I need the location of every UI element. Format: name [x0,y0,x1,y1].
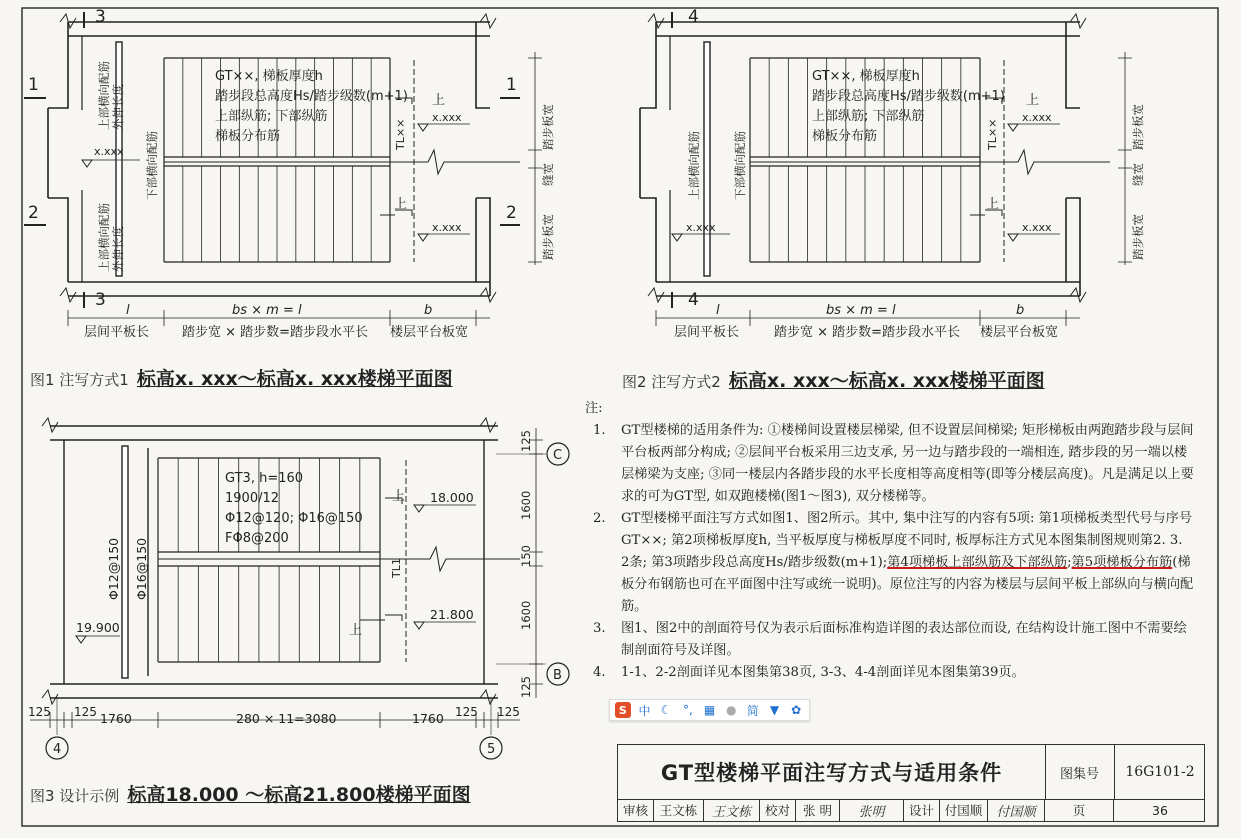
f2-rd-0: 踏步板宽 [1131,104,1145,150]
figure2-caption [622,366,1045,393]
gear-icon[interactable]: ✿ [791,703,802,717]
checker-signature: 张明 [840,799,904,821]
f2-annot-1: 踏步段总高度Hs/踏步级数(m+1) [812,89,1005,104]
f1-annot-0: GT××, 梯板厚度h [215,69,323,84]
note-number: 4. [593,665,606,680]
f2-lt-b: 下部横向配筋 [733,131,747,200]
note-item [585,508,1195,618]
f2-elev-3: x.xxx [686,221,716,234]
f1-beam: TL×× [394,118,407,150]
f3-axis-4: 4 [53,742,62,757]
figure1-caption-prefix: 图1 注写方式1 [30,371,129,389]
figure1-caption [30,364,453,391]
sogou-logo-icon[interactable]: S [615,702,631,718]
chinese-mode-button[interactable]: 中 [638,703,651,718]
f1-elev-3: x.xxx [94,145,124,158]
checker-name: 张 明 [796,799,840,821]
f2-dim-lbl-1: 踏步宽 × 踏步数=踏步段水平长 [774,325,961,340]
f1-section-2-right: 2 [506,203,517,223]
f2-section-4-bottom: 4 [688,290,699,310]
f3-annot-2: Φ12@120; Φ16@150 [225,511,363,526]
f1-dim-lbl-1: 踏步宽 × 踏步数=踏步段水平长 [182,325,369,340]
f2-elev-1: x.xxx [1022,111,1052,124]
f1-up-2: 上 [394,197,408,212]
f1-annot-2: 上部纵筋; 下部纵筋 [215,109,328,124]
f2-rd-1: 缝宽 [1131,163,1145,186]
title-block [617,744,1205,822]
f1-lm: 下部横向配筋 [145,131,159,200]
f1-up-1: 上 [432,93,446,108]
punctuation-icon[interactable]: °, [682,703,693,717]
figure3-caption [30,780,471,807]
note-text: 图1、图2中的剖面符号仅为表示后面标准构造详图的表达部位而设, 在结构设计施工图中不需要绘制剖面符号及详图。 [621,621,1187,658]
f1-section-3-bottom: 3 [95,290,106,310]
f3-elev-top: 18.000 [430,490,474,505]
note-number: 1. [593,423,606,438]
user-icon[interactable]: ● [725,703,737,717]
f1-dim-lbl-0: 层间平板长 [84,325,150,340]
f1-dim-sym-1: bs × m = l [232,303,302,318]
f2-dim-lbl-2: 楼层平台板宽 [980,325,1059,340]
f3-rd-2: 150 [519,545,533,567]
atlas-value: 16G101-2 [1125,764,1195,780]
f3-rd-0: 125 [519,430,533,452]
f2-beam: TL×× [986,118,999,150]
f3-annot-3: FΦ8@200 [225,531,289,546]
figure2-caption-prefix: 图2 注写方式2 [622,373,721,391]
page-number: 36 [1152,802,1168,818]
f3-elev-bottom: 21.800 [430,607,474,622]
f2-lt-a: 上部横向配筋 [687,131,701,200]
f2-rd-2: 踏步板宽 [1131,214,1145,260]
f1-section-2-left: 2 [28,203,39,223]
f2-dim-lbl-0: 层间平板长 [674,325,740,340]
keyboard-icon[interactable]: ▦ [703,703,716,717]
check-label: 校对 [760,799,796,821]
note-number: 2. [593,511,606,526]
simplified-button[interactable]: 简 [746,703,759,718]
f3-rd-1: 1600 [519,490,533,520]
f3-bd-1: 125 [74,705,97,719]
f3-bd-6: 125 [497,705,520,719]
designer-name: 付国顺 [940,799,988,821]
f1-annot-3: 梯板分布筋 [215,129,281,144]
design-label: 设计 [904,799,940,821]
f1-dim-lbl-2: 楼层平台板宽 [390,325,469,340]
f1-section-3-top: 3 [95,7,106,27]
f3-bar-0: Φ12@150 [106,537,121,600]
f3-axis-5: 5 [487,742,496,757]
drawing-title: GT型楼梯平面注写方式与适用条件 [618,745,1046,799]
f1-elev-2: x.xxx [432,221,462,234]
f2-up-1: 上 [1026,93,1040,108]
f1-lt-b: 外伸长度 [111,84,125,130]
note-underlined-1: 第4项梯板上部纵筋及下部纵筋 [887,555,1068,570]
figure1-plan [24,12,542,326]
note-number: 3. [593,621,606,636]
f1-section-1-right: 1 [506,75,517,95]
f3-rd-4: 125 [519,676,533,698]
f1-section-1-left: 1 [28,75,39,95]
f2-annot-3: 梯板分布筋 [812,129,878,144]
f3-bd-2: 1760 [100,711,132,726]
f1-rd-0: 踏步板宽 [541,104,555,150]
figure2-plan [640,12,1132,326]
f3-beam: TL1 [390,558,403,578]
f3-annot-0: GT3, h=160 [225,471,304,486]
f3-bd-3: 280 × 11=3080 [236,711,337,726]
shirt-icon[interactable]: ▼ [769,703,780,717]
note-text: GT型楼梯的适用条件为: ①楼梯间设置楼层梯梁, 但不设置层间梯梁; 矩形梯板由两跑踏步段与层间平台板两部分构成; ②层间平台板采用三边支承, 另一边与踏步段的一端相连, 踏步段的另一端以楼层梯梁为支座; ③同一楼层内各踏步段的水平长度相等高度相等(即等分楼层高度)。凡是满足以上要求的可为GT型, 如双跑楼梯(图1～图3), 双分楼梯等。 [621,423,1194,504]
f3-rd-3: 1600 [519,600,533,630]
note-text-b: ; [1067,555,1072,570]
figure1-caption-title: 标高x. xxx～标高x. xxx楼梯平面图 [136,368,453,390]
f1-dim-sym-2: b [424,303,433,318]
review-label: 审核 [618,799,654,821]
note-item [585,618,1195,662]
f3-bd-0: 125 [28,705,51,719]
f3-bd-5: 125 [455,705,478,719]
f1-rd-1: 缝宽 [541,163,555,186]
note-text-c: (梯板分布钢筋也可在平面图中注写或统一说明)。原位注写的内容为楼层与层间平板上部纵向与横向配筋。 [621,555,1194,614]
f1-elev-1: x.xxx [432,111,462,124]
notes [585,398,1195,684]
reviewer-signature: 王文栋 [704,799,760,821]
note-text: 1-1、2-2剖面详见本图集第38页, 3-3、4-4剖面详见本图集第39页。 [621,665,1025,680]
ime-toolbar[interactable] [609,699,810,721]
f1-lb-b: 外伸长度 [111,226,125,272]
f2-dim-sym-1: bs × m = l [826,303,896,318]
f2-annot-0: GT××, 梯板厚度h [812,69,920,84]
f3-up-2: 上 [349,623,363,638]
atlas-label: 图集号 [1045,745,1115,799]
f2-annot-2: 上部纵筋; 下部纵筋 [812,109,925,124]
note-item [585,662,1195,684]
f2-dim-sym-2: b [1016,303,1025,318]
f3-elev-left: 19.900 [76,620,120,635]
f2-dim-sym-0: l [716,303,720,318]
f1-lb-a: 上部横向配筋 [97,203,111,272]
f3-axis-b: B [553,668,562,683]
note-underlined-2: 第5项梯板分布筋 [1071,555,1173,570]
f1-rd-2: 踏步板宽 [541,214,555,260]
figure3-caption-prefix: 图3 设计示例 [30,787,120,805]
f3-bar-1: Φ16@150 [134,537,149,600]
reviewer-name: 王文栋 [654,799,704,821]
f1-annot-1: 踏步段总高度Hs/踏步级数(m+1) [215,89,408,104]
note-text [621,508,1195,618]
f3-annot-1: 1900/12 [225,491,280,506]
note-item [585,420,1195,508]
notes-head: 注: [585,401,603,416]
figure2-caption-title: 标高x. xxx～标高x. xxx楼梯平面图 [728,370,1045,392]
f3-up-1: 上 [392,489,406,504]
designer-signature: 付国顺 [988,799,1045,821]
note-text-a: GT型楼梯平面注写方式如图1、图2所示。其中, 集中注写的内容有5项: 第1项梯板类型代号与序号GT××; 第2项梯板厚度h, 当平板厚度与梯板厚度不同时, 板厚标注方式见本图集制图规则第2. 3. 2条; 第3项踏步段总高度Hs/踏步级数(m+1); [621,511,1193,570]
page-label: 页 [1045,799,1114,821]
moon-icon[interactable]: ☾ [660,703,672,717]
f2-elev-2: x.xxx [1022,221,1052,234]
figure3-caption-title: 标高18.000 ～标高21.800楼梯平面图 [127,784,471,806]
f2-up-2: 上 [986,197,1000,212]
f2-section-4-top: 4 [688,7,699,27]
f3-bd-4: 1760 [412,711,444,726]
f1-lt-a: 上部横向配筋 [97,61,111,130]
f1-dim-sym-0: l [126,303,130,318]
f3-axis-c: C [553,448,563,463]
figure3-text [28,430,562,757]
